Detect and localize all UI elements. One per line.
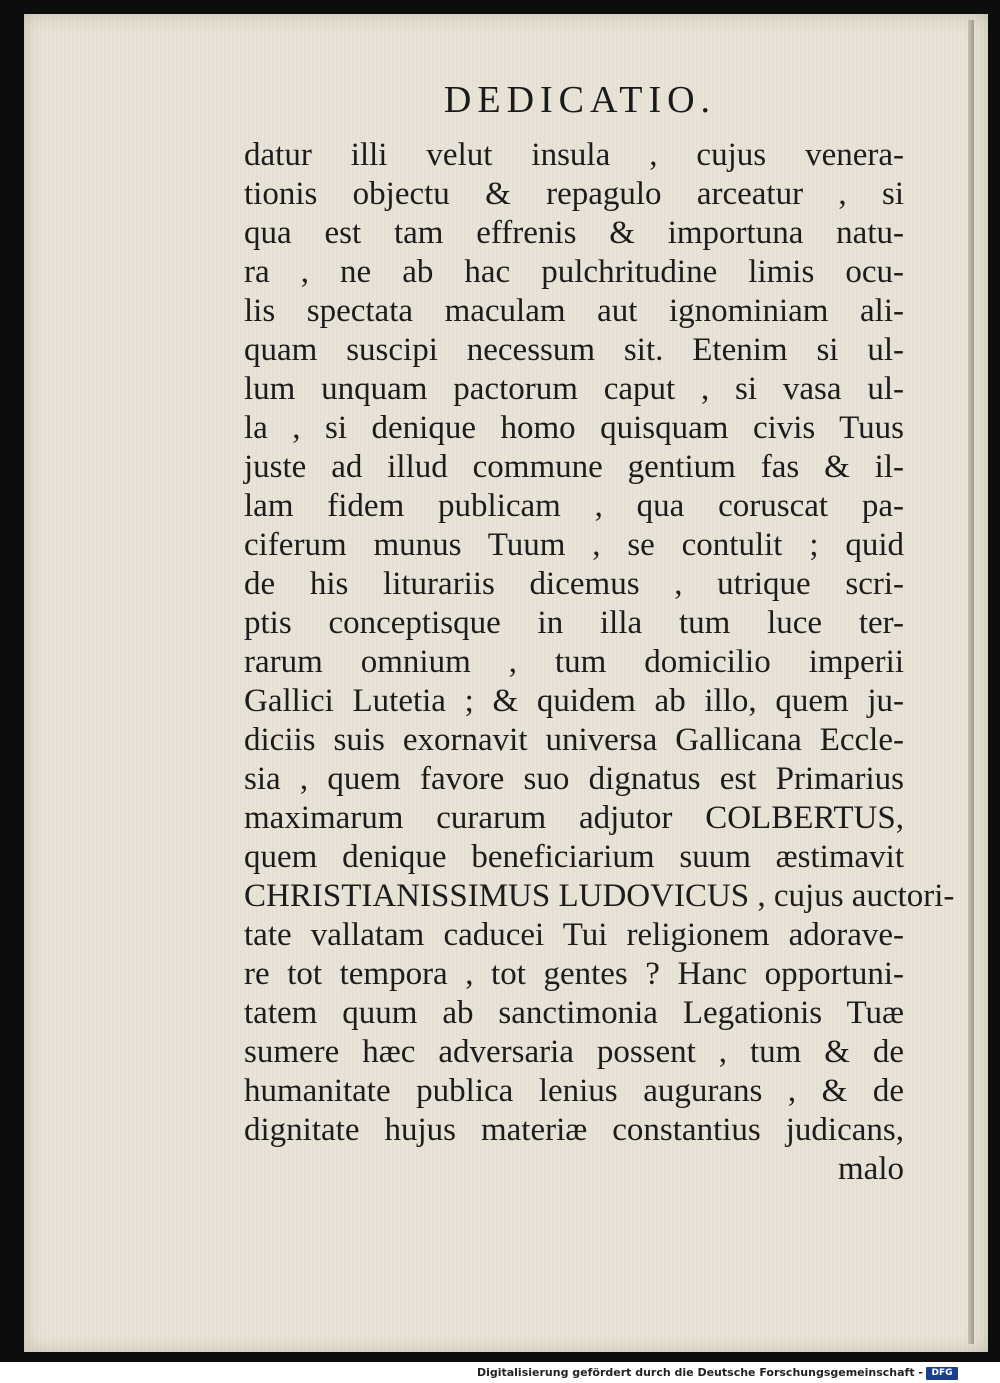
text-line: lum unquam pactorum caput , si vasa ul- [244, 371, 904, 407]
text-line: CHRISTIANISSIMUS LUDOVICUS , cujus auctori- [244, 878, 955, 914]
text-line: sia , quem favore suo dignatus est Primarius [244, 761, 904, 797]
text-line: datur illi velut insula , cujus venera- [244, 137, 904, 173]
text-line: tatem quum ab sanctimonia Legationis Tuæ [244, 995, 904, 1031]
funding-text: Digitalisierung gefördert durch die Deutsche Forschungsgemeinschaft - [476, 1366, 923, 1379]
text-line: qua est tam effrenis & importuna natu- [244, 215, 904, 251]
text-line: Gallici Lutetia ; & quidem ab illo, quem ju- [244, 683, 904, 719]
catchword: malo [838, 1151, 904, 1187]
text-line: tate vallatam caducei Tui religionem adorave- [244, 917, 904, 953]
text-line: tionis objectu & repagulo arceatur , si [244, 176, 904, 212]
page-edge [968, 20, 974, 1344]
text-line: quam suscipi necessum sit. Etenim si ul- [244, 332, 904, 368]
book-page [24, 14, 988, 1352]
page-header: DEDICATIO. [443, 79, 717, 121]
text-line: lis spectata maculam aut ignominiam ali- [244, 293, 904, 329]
text-line: ptis conceptisque in illa tum luce ter- [244, 605, 904, 641]
text-line: maximarum curarum adjutor COLBERTUS, [244, 800, 904, 836]
text-line: de his liturariis dicemus , utrique scri- [244, 566, 904, 602]
text-line: juste ad illud commune gentium fas & il- [244, 449, 904, 485]
text-line: rarum omnium , tum domicilio imperii [244, 644, 904, 680]
text-line: lam fidem publicam , qua coruscat pa- [244, 488, 904, 524]
text-line: re tot tempora , tot gentes ? Hanc opportuni- [244, 956, 904, 992]
text-line: sumere hæc adversaria possent , tum & de [244, 1034, 904, 1070]
text-line: la , si denique homo quisquam civis Tuus [244, 410, 904, 446]
text-line: quem denique beneficiarium suum æstimavit [244, 839, 904, 875]
dfg-logo: DFG [926, 1367, 958, 1380]
text-line: humanitate publica lenius augurans , & de [244, 1073, 904, 1109]
text-line: dignitate hujus materiæ constantius judicans, [244, 1112, 904, 1148]
text-line: ra , ne ab hac pulchritudine limis ocu- [244, 254, 904, 290]
funding-notice [477, 1366, 958, 1380]
text-line: diciis suis exornavit universa Gallicana Eccle- [244, 722, 904, 758]
text-line: ciferum munus Tuum , se contulit ; quid [244, 527, 904, 563]
body-text [244, 136, 955, 1189]
